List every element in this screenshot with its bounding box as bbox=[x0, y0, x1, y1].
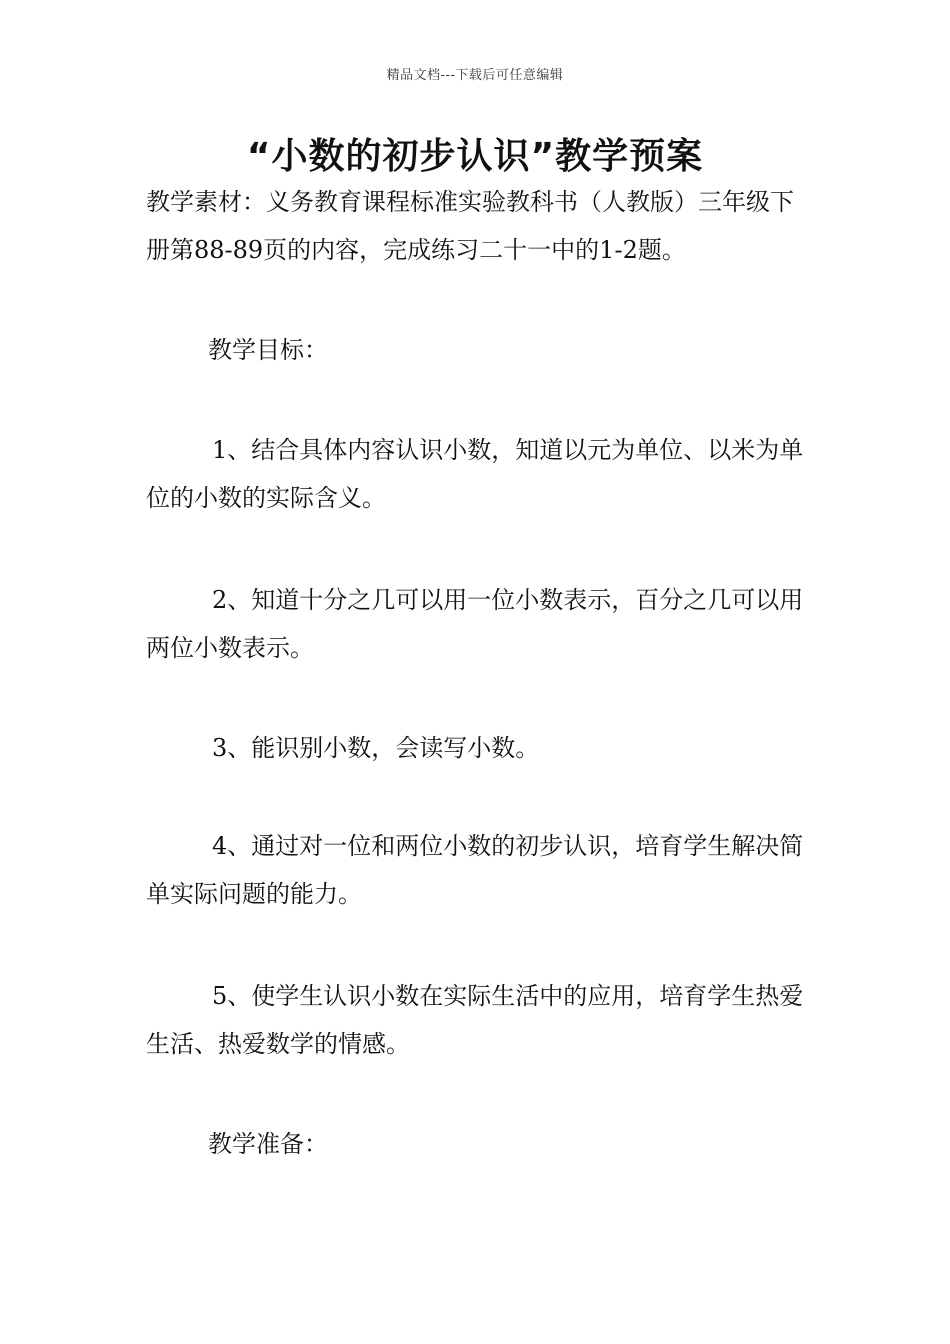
teaching-goal-2: 2、知道十分之几可以用一位小数表示，百分之几可以用两位小数表示。 bbox=[146, 586, 804, 662]
teaching-goal-4: 4、通过对一位和两位小数的初步认识，培育学生解决简单实际问题的能力。 bbox=[146, 832, 804, 908]
document-header: 精品文档---下载后可任意编辑 bbox=[386, 68, 564, 83]
teaching-goal-3: 3、能识别小数，会读写小数。 bbox=[212, 734, 540, 762]
teaching-materials-paragraph: 教学素材：义务教育课程标准实验教科书（人教版）三年级下册第88-89页的内容，完成练习二十一中的1-2题。 bbox=[146, 188, 794, 264]
document-title: “小数的初步认识”教学预案 bbox=[246, 136, 704, 177]
teaching-preparation-heading: 教学准备： bbox=[208, 1130, 328, 1158]
teaching-goal-5: 5、使学生认识小数在实际生活中的应用，培育学生热爱生活、热爱数学的情感。 bbox=[146, 982, 804, 1058]
teaching-goal-1: 1、结合具体内容认识小数，知道以元为单位、以米为单位的小数的实际含义。 bbox=[146, 436, 804, 512]
teaching-goals-heading: 教学目标： bbox=[208, 336, 328, 364]
